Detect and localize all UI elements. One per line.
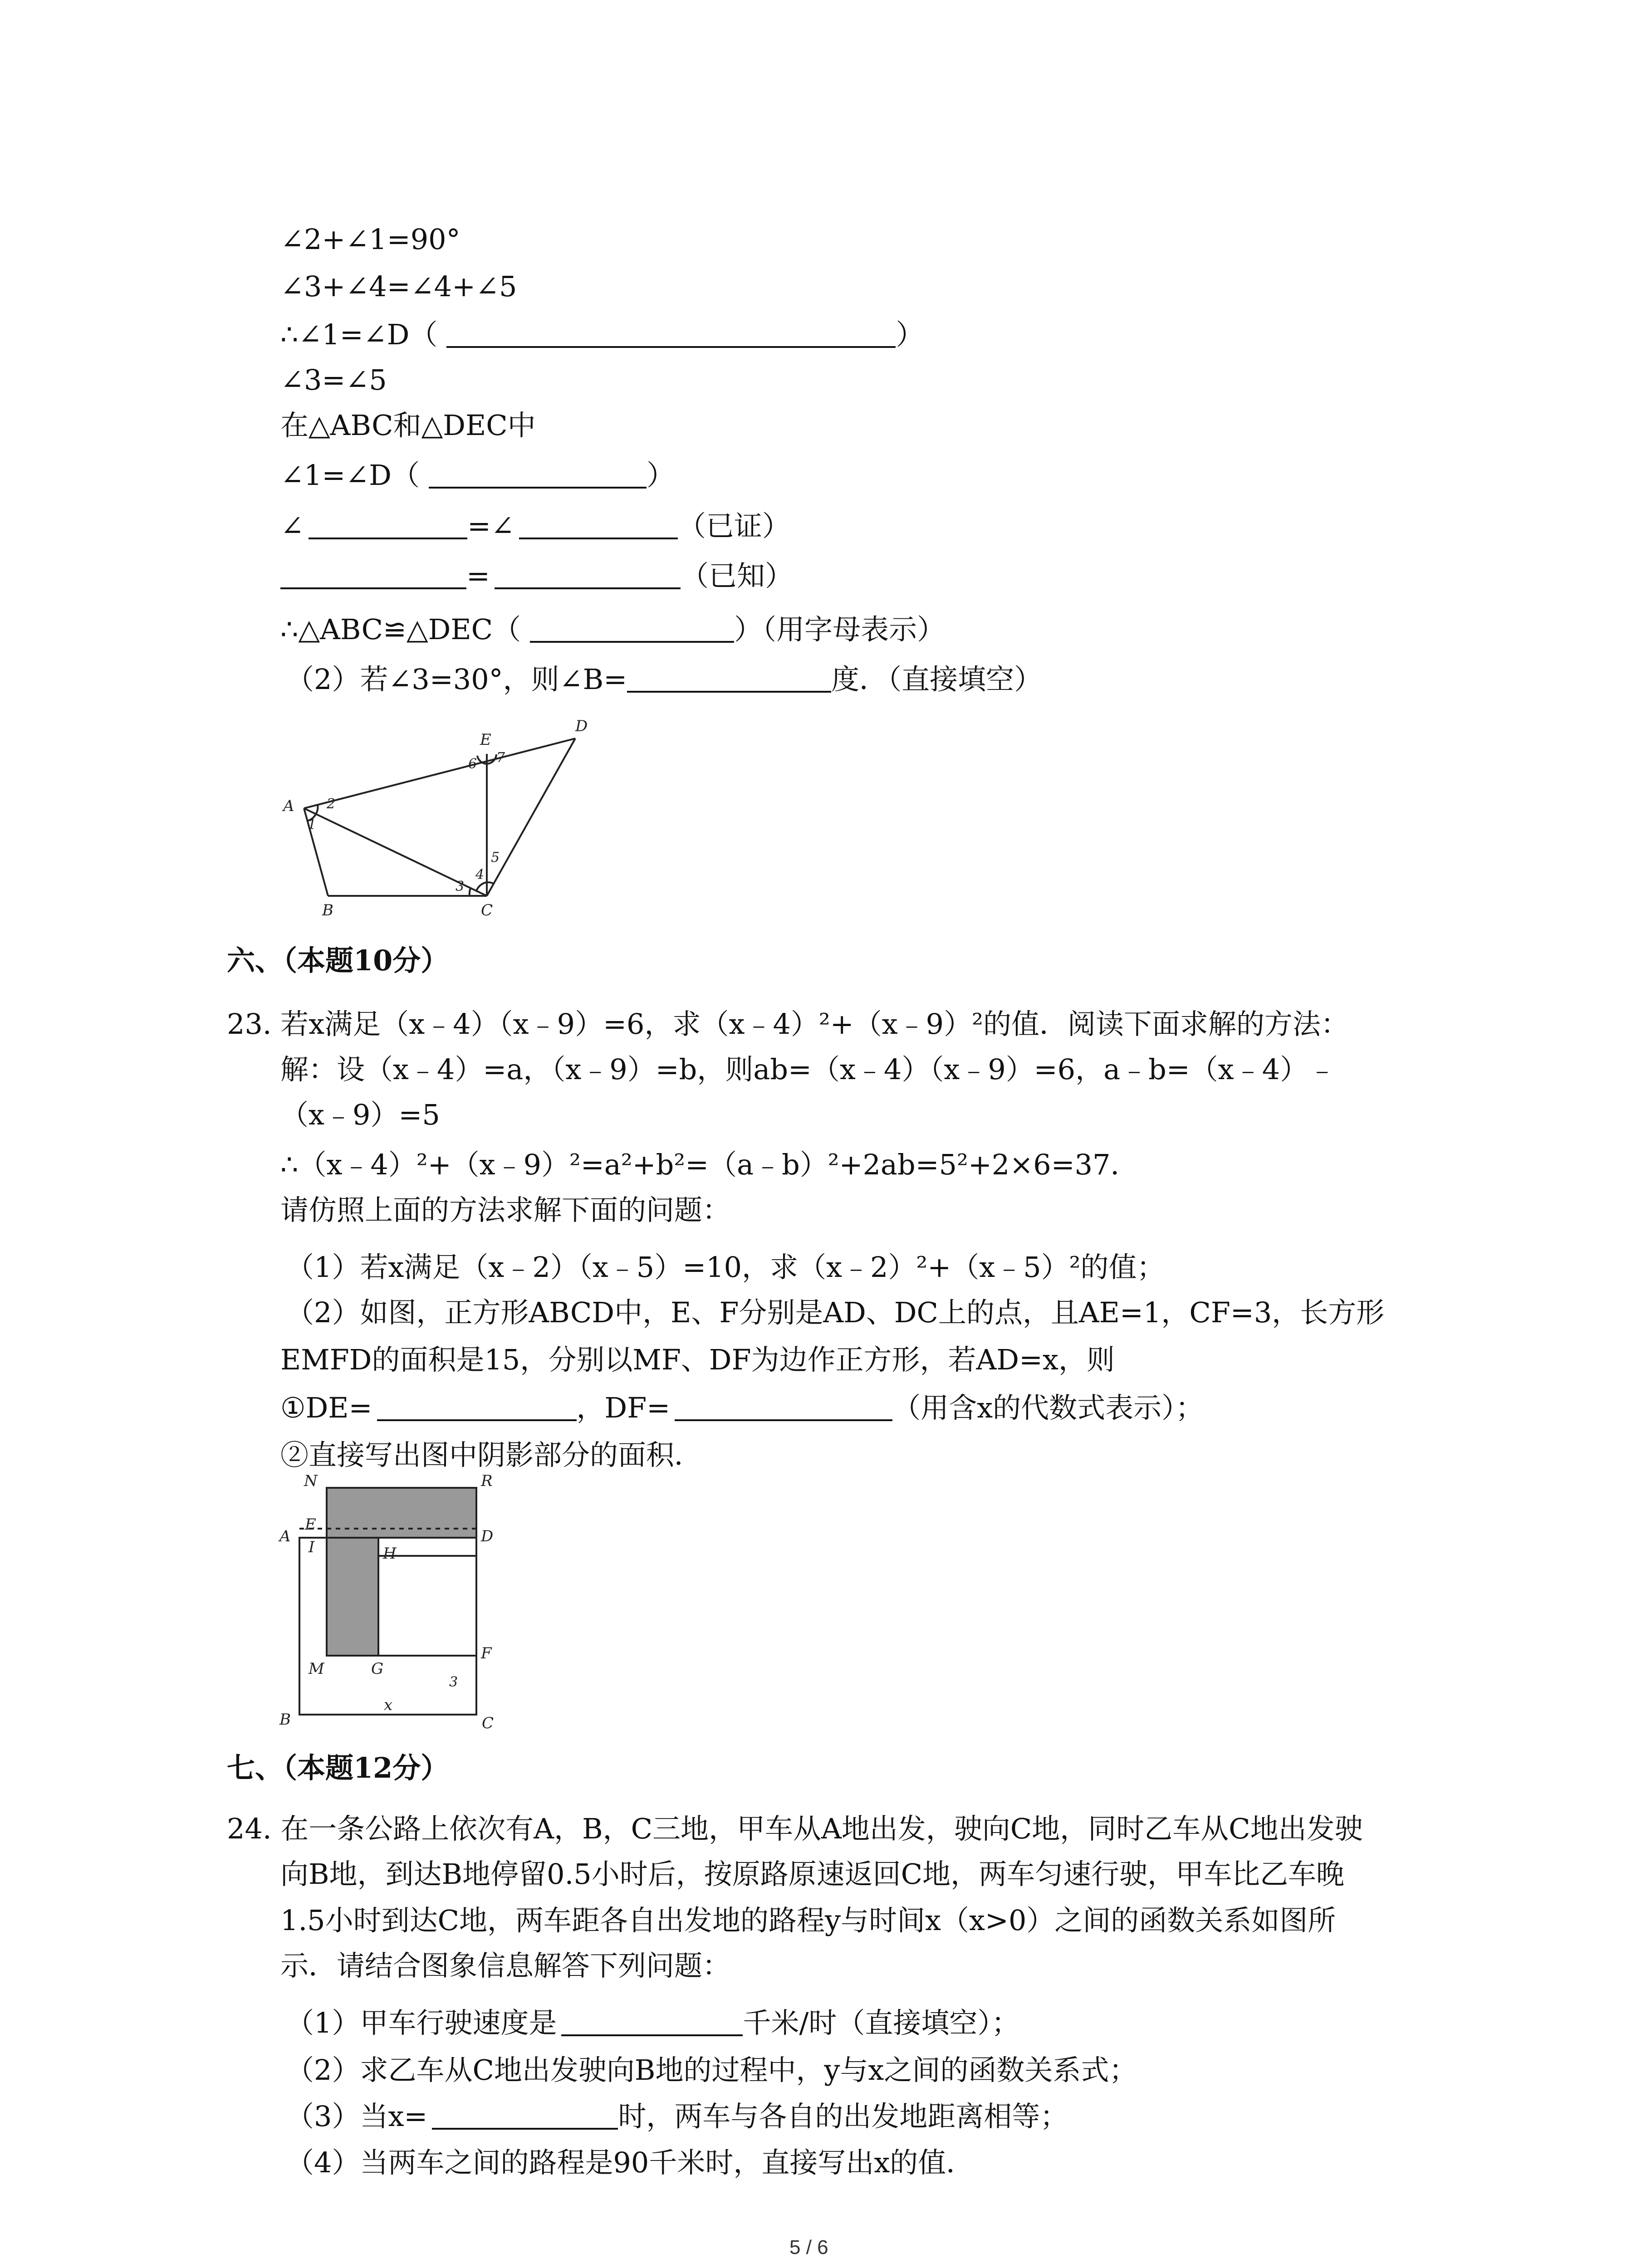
question-text: （3）当x= <box>286 2100 428 2133</box>
label-three: 3 <box>449 1674 458 1690</box>
page-number: 5 / 6 <box>789 2236 828 2258</box>
angle-arc-5 <box>487 882 494 884</box>
question-text: 千米/时（直接填空）； <box>743 2006 1020 2039</box>
question-23-subq-2: ②直接写出图中阴影部分的面积． <box>280 1438 703 1471</box>
label-i: I <box>309 1538 315 1556</box>
proof-text: （已证） <box>677 509 790 543</box>
label-c: C <box>482 1714 494 1732</box>
question-23-line-2: 解：设（x﹣4）=a，（x﹣9）=b，则ab=（x﹣4）（x﹣9）=6，a﹣b=（x﹣4）﹣ <box>280 1053 1337 1086</box>
label-angle-6: 6 <box>468 756 477 772</box>
segment-ad <box>304 738 575 808</box>
answer-blank[interactable] <box>432 2101 618 2130</box>
label-m: M <box>309 1660 324 1678</box>
label-angle-7: 7 <box>496 750 505 766</box>
question-24-part-1 <box>286 2006 1019 2040</box>
question-text: ，DF= <box>576 1391 671 1424</box>
question-23-part-2-line-1: （2）如图，正方形ABCD中，E、F分别是AD、DC上的点，且AE=1，CF=3，长方形 <box>286 1296 1385 1329</box>
question-23-subq-1 <box>280 1391 1204 1425</box>
label-angle-1: 1 <box>308 817 317 833</box>
label-d: D <box>481 1527 494 1545</box>
question-24-part-2: （2）求乙车从C地出发驶向B地的过程中，y与x之间的函数关系式； <box>286 2053 1137 2087</box>
proof-line-3 <box>280 318 924 352</box>
answer-blank[interactable] <box>627 664 831 693</box>
question-23-line-4: ∴（x﹣4）²+（x﹣9）²=a²+b²=（a﹣b）²+2ab=5²+2×6=37． <box>280 1148 1139 1181</box>
question-24-line-1: 24. 在一条公路上依次有A，B，C三地，甲车从A地出发，驶向C地，同时乙车从C地出发驶 <box>227 1812 1363 1845</box>
label-r: R <box>481 1474 493 1490</box>
proof-text: = <box>466 559 490 592</box>
angle-arc-4 <box>476 882 487 891</box>
question-24-part-4: （4）当两车之间的路程是90千米时，直接写出x的值． <box>286 2146 975 2179</box>
proof-text: ） <box>896 318 924 351</box>
proof-text: 度．（直接填空） <box>831 663 1043 696</box>
answer-blank[interactable] <box>377 1392 577 1421</box>
question-22-part-2 <box>286 662 1042 697</box>
proof-line-1: ∠2+∠1=90° <box>280 223 460 256</box>
label-g: G <box>371 1660 384 1678</box>
proof-text: ∴∠1=∠D（ <box>280 318 438 351</box>
section-6-heading: 六、（本题10分） <box>227 944 449 977</box>
shaded-top-rect <box>327 1488 476 1538</box>
quadrilateral-figure <box>272 708 617 925</box>
answer-blank[interactable] <box>530 614 734 643</box>
proof-line-5: 在△ABC和△DEC中 <box>280 409 536 442</box>
proof-text: =∠ <box>467 509 514 543</box>
label-e: E <box>480 731 491 749</box>
answer-blank[interactable] <box>675 1392 892 1421</box>
shaded-left-rect <box>327 1538 378 1656</box>
question-text: 时，两车与各自的出发地距离相等； <box>618 2100 1068 2133</box>
label-b: B <box>279 1711 291 1729</box>
proof-text: ∠1=∠D（ <box>280 459 420 492</box>
proof-text: ）（用字母表示） <box>734 613 945 646</box>
question-text: ①DE= <box>280 1391 372 1424</box>
question-23-part-1: （1）若x满足（x﹣2）（x﹣5）=10，求（x﹣2）²+（x﹣5）²的值； <box>286 1251 1165 1284</box>
label-f: F <box>481 1644 492 1662</box>
answer-blank[interactable] <box>446 319 896 348</box>
question-23-line-3: （x﹣9）=5 <box>280 1098 440 1131</box>
question-text: （1）甲车行驶速度是 <box>286 2006 557 2039</box>
question-23-line-1: 23. 若x满足（x﹣4）（x﹣9）=6，求（x﹣4）²+（x﹣9）²的值．阅读下面求解的方法： <box>227 1007 1349 1041</box>
label-angle-3: 3 <box>456 879 465 894</box>
answer-blank[interactable] <box>519 510 678 539</box>
proof-line-8 <box>280 559 793 593</box>
label-b: B <box>322 901 333 919</box>
proof-text: （已知） <box>680 559 793 592</box>
answer-blank[interactable] <box>561 2007 743 2036</box>
question-24-part-3 <box>286 2099 1068 2134</box>
label-h: H <box>383 1545 397 1563</box>
label-a: A <box>283 797 294 815</box>
answer-blank[interactable] <box>495 560 681 589</box>
label-a: A <box>279 1527 291 1545</box>
label-angle-5: 5 <box>491 850 500 865</box>
answer-blank[interactable] <box>429 459 647 489</box>
label-angle-4: 4 <box>475 867 485 883</box>
proof-line-6 <box>280 458 675 493</box>
label-n: N <box>304 1474 318 1490</box>
question-23-part-2-line-2: EMFD的面积是15，分别以MF、DF为边作正方形，若AD=x，则 <box>280 1343 1115 1376</box>
answer-blank[interactable] <box>309 510 467 539</box>
proof-line-2: ∠3+∠4=∠4+∠5 <box>280 270 517 303</box>
proof-text: （2）若∠3=30°，则∠B= <box>286 663 627 696</box>
question-24-line-2: 向B地，到达B地停留0.5小时后，按原路原速返回C地，两车匀速行驶，甲车比乙车晚 <box>280 1857 1345 1891</box>
answer-blank[interactable] <box>280 560 466 589</box>
section-7-heading: 七、（本题12分） <box>227 1751 449 1784</box>
label-c: C <box>481 901 493 919</box>
label-angle-2: 2 <box>327 796 336 812</box>
proof-line-4: ∠3=∠5 <box>280 363 387 396</box>
square-shading-figure <box>272 1474 508 1733</box>
question-text: （用含x的代数式表示）； <box>892 1391 1204 1424</box>
label-x: x <box>384 1696 393 1714</box>
question-24-line-4: 示．请结合图象信息解答下列问题： <box>280 1949 731 1982</box>
proof-text: ∠ <box>280 509 304 543</box>
proof-text: ） <box>647 459 675 492</box>
question-24-line-3: 1.5小时到达C地，两车距各自出发地的路程y与时间x（x>0）之间的函数关系如图所 <box>280 1904 1336 1937</box>
question-23-line-5: 请仿照上面的方法求解下面的问题： <box>280 1193 731 1227</box>
proof-line-7 <box>280 509 790 543</box>
proof-text: ∴△ABC≌△DEC（ <box>280 613 521 646</box>
label-e: E <box>305 1515 316 1534</box>
label-d: D <box>575 717 588 735</box>
proof-line-9 <box>280 612 945 647</box>
